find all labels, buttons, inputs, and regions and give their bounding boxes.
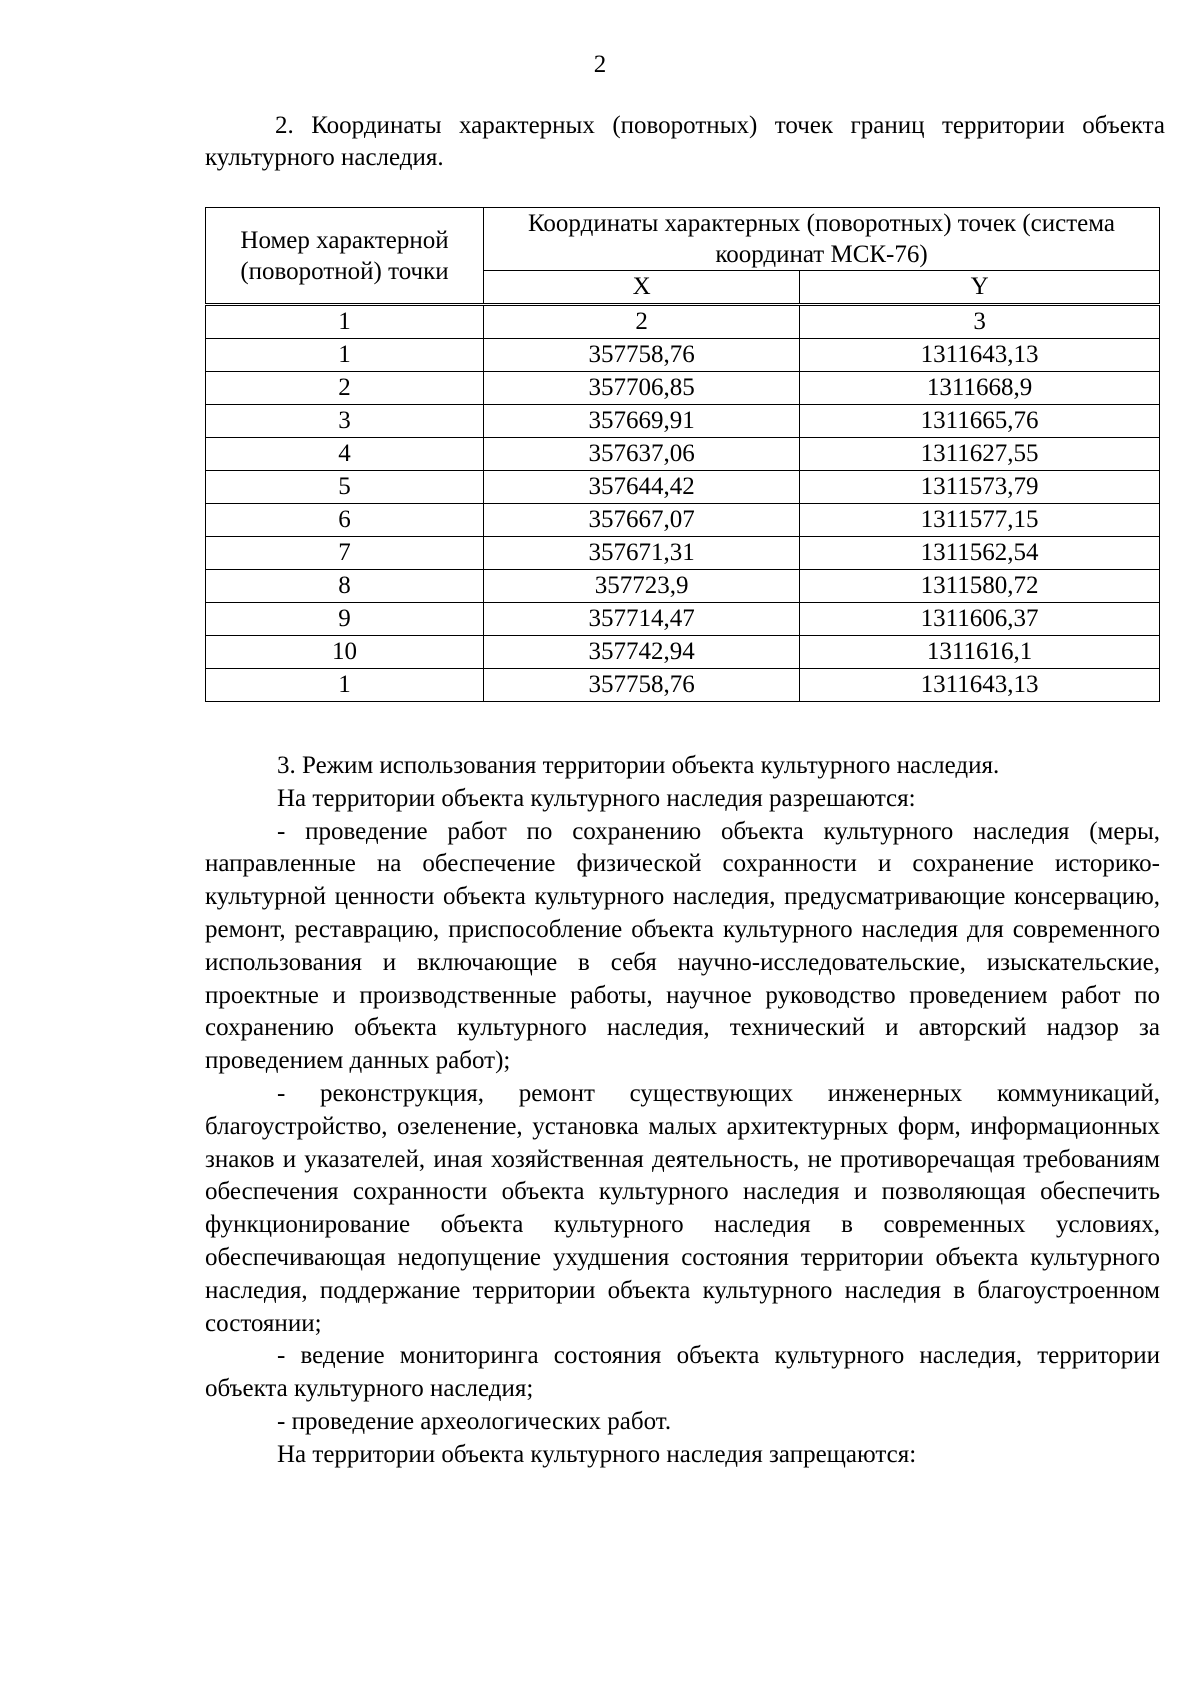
y-coordinate-cell: 1311643,13	[800, 669, 1160, 702]
point-number-cell: 8	[206, 570, 484, 603]
x-coordinate-cell: 357644,42	[484, 471, 800, 504]
y-coordinate-cell: 1311665,76	[800, 405, 1160, 438]
prohibited-intro: На территории объекта культурного наследия запрещаются:	[277, 1440, 917, 1468]
column-index-row	[206, 305, 1160, 339]
table-row	[206, 537, 1160, 570]
x-coordinate-cell: 357706,85	[484, 372, 800, 405]
column-index-cell: 1	[206, 305, 484, 339]
section-3-heading: 3. Режим использования территории объекта культурного наследия.	[277, 752, 1000, 779]
point-number-cell: 1	[206, 669, 484, 702]
point-number-cell: 2	[206, 372, 484, 405]
table-row	[206, 405, 1160, 438]
table-row	[206, 471, 1160, 504]
y-coordinate-cell: 1311580,72	[800, 570, 1160, 603]
point-number-cell: 10	[206, 636, 484, 669]
y-coordinate-cell: 1311606,37	[800, 603, 1160, 636]
column-index-cell: 3	[800, 305, 1160, 339]
point-number-cell: 6	[206, 504, 484, 537]
allowed-item: - проведение археологических работ.	[277, 1407, 672, 1435]
header-point-number: Номер характерной (поворотной) точки	[206, 208, 484, 305]
table-row	[206, 438, 1160, 471]
point-number-cell: 4	[206, 438, 484, 471]
table-row	[206, 669, 1160, 702]
table-row	[206, 570, 1160, 603]
header-x: X	[484, 271, 800, 305]
y-coordinate-cell: 1311573,79	[800, 471, 1160, 504]
y-coordinate-cell: 1311562,54	[800, 537, 1160, 570]
y-coordinate-cell: 1311616,1	[800, 636, 1160, 669]
x-coordinate-cell: 357667,07	[484, 504, 800, 537]
header-coordinates: Координаты характерных (поворотных) точек (система координат МСК-76)	[484, 208, 1160, 271]
allowed-item: - реконструкция, ремонт существующих инженерных коммуникаций, благоустройство, озеленение, установка малых архитектурных форм, информационных знаков и указателей, иная хозяйственная деятельность, не противоречащая требованиям обеспечения сохранности объекта культурного наследия и позволяющая обеспечить функционирование объекта культурного наследия в современных условиях, обеспечивающая недопущение ухудшения состояния территории объекта культурного наследия, поддержание территории объекта культурного наследия в благоустроенном состоянии;	[205, 1079, 1160, 1337]
point-number-cell: 3	[206, 405, 484, 438]
y-coordinate-cell: 1311668,9	[800, 372, 1160, 405]
point-number-cell: 9	[206, 603, 484, 636]
point-number-cell: 7	[206, 537, 484, 570]
y-coordinate-cell: 1311643,13	[800, 339, 1160, 372]
x-coordinate-cell: 357714,47	[484, 603, 800, 636]
table-row	[206, 636, 1160, 669]
point-number-cell: 1	[206, 339, 484, 372]
table-row	[206, 339, 1160, 372]
table-row	[206, 603, 1160, 636]
x-coordinate-cell: 357669,91	[484, 405, 800, 438]
header-y: Y	[800, 271, 1160, 305]
section-3-text	[205, 750, 1160, 1472]
x-coordinate-cell: 357723,9	[484, 570, 800, 603]
column-index-cell: 2	[484, 305, 800, 339]
x-coordinate-cell: 357637,06	[484, 438, 800, 471]
allowed-intro: На территории объекта культурного наследия разрешаются:	[277, 784, 916, 812]
page-number: 2	[593, 51, 607, 78]
y-coordinate-cell: 1311577,15	[800, 504, 1160, 537]
allowed-item: - проведение работ по сохранению объекта культурного наследия (меры, направленные на обеспечение физической сохранности и сохранение историко-культурной ценности объекта культурного наследия, предусматривающие консервацию, ремонт, реставрацию, приспособление объекта культурного наследия для современного использования и включающие в себя научно-исследовательские, изыскательские, проектные и производственные работы, научное руководство проведением работ по сохранению объекта культурного наследия, технический и авторский надзор за проведением данных работ);	[205, 817, 1160, 1075]
point-number-cell: 5	[206, 471, 484, 504]
x-coordinate-cell: 357758,76	[484, 669, 800, 702]
x-coordinate-cell: 357758,76	[484, 339, 800, 372]
allowed-item: - ведение мониторинга состояния объекта культурного наследия, территории объекта культурного наследия;	[205, 1342, 1160, 1403]
y-coordinate-cell: 1311627,55	[800, 438, 1160, 471]
table-row	[206, 372, 1160, 405]
table-row	[206, 504, 1160, 537]
x-coordinate-cell: 357671,31	[484, 537, 800, 570]
x-coordinate-cell: 357742,94	[484, 636, 800, 669]
coordinates-table	[205, 207, 1160, 702]
section-2-heading: 2. Координаты характерных (поворотных) точек границ территории объекта культурного наследия.	[205, 112, 1165, 171]
